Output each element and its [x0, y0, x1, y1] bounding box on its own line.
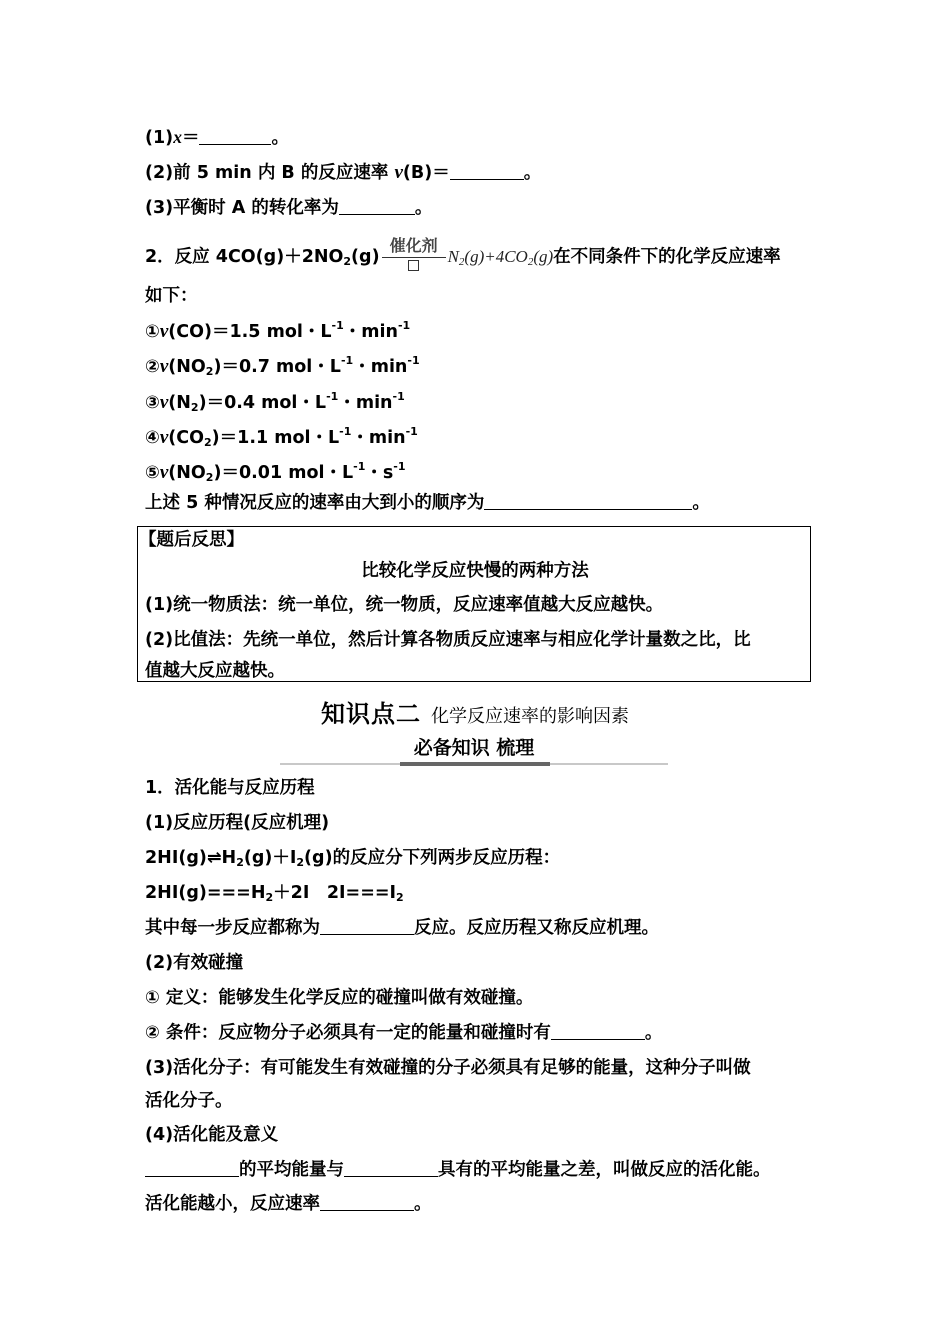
q1-part2-label: (2)前 5 min 内 B 的反应速率	[145, 163, 395, 183]
rate-species-sub: 2	[203, 436, 212, 449]
q2-intro-line2: 如下：	[145, 286, 198, 306]
q1-part2-species: (B)＝	[402, 163, 450, 183]
equilibrium-arrow-icon: ⇌	[206, 848, 222, 868]
rate-species-sub: 2	[190, 401, 199, 414]
q2-intro	[145, 238, 781, 274]
answer-blank-reactant[interactable]	[344, 1158, 438, 1177]
rate-species: (CO)	[168, 322, 212, 342]
q1-part3-label: (3)平衡时 A 的转化率为	[145, 198, 339, 218]
rate-exp1: -1	[331, 319, 344, 332]
answer-blank-rate[interactable]	[320, 1192, 414, 1211]
q1-part1-end: 。	[271, 128, 289, 148]
rate-symbol: v	[159, 392, 169, 413]
rate-species-end: )	[213, 463, 222, 483]
answer-blank-elementary[interactable]	[320, 916, 414, 935]
rate-exp1: -1	[340, 354, 354, 367]
reflection-header: 【题后反思】	[139, 530, 244, 550]
q2-order-text: 上述 5 种情况反应的速率由大到小的顺序为	[145, 493, 485, 513]
eq1-i-sub: 2	[296, 856, 305, 869]
q1-eq: ＝	[181, 128, 200, 148]
subsection-banner	[280, 733, 668, 765]
q1-part1-label: (1)	[145, 128, 174, 148]
rate-species-sub: 2	[205, 365, 214, 378]
section-topic: 化学反应速率的影响因素	[431, 706, 629, 727]
q1-part2	[145, 161, 541, 185]
banner-bar	[400, 762, 550, 766]
eq1-h-sub: 2	[236, 856, 244, 869]
reflection-item2-line2: 值越大反应越快。	[145, 661, 285, 681]
rate-item	[145, 314, 410, 349]
rate-species: (CO	[168, 428, 204, 448]
ea-mid: 的平均能量与	[239, 1160, 344, 1180]
rate-exp2: -1	[392, 390, 405, 403]
rate-symbol: v	[159, 321, 169, 342]
rate-symbol: v	[159, 356, 169, 377]
eq1-i: (g)＋I	[243, 848, 297, 868]
q1-part1	[145, 125, 289, 150]
equation-products	[448, 247, 554, 266]
q1-var-x: x	[173, 127, 182, 147]
rate-value: ＝0.7 mol・L	[221, 357, 341, 377]
rate-species-end: )	[211, 428, 220, 448]
heading-activation-energy: 1．活化能与反应历程	[145, 778, 315, 798]
rate-symbol: v	[159, 427, 169, 448]
condition-pre: ② 条件：反应物分子必须具有一定的能量和碰撞时有	[145, 1023, 551, 1043]
elementary-pre: 其中每一步反应都称为	[145, 918, 320, 938]
rate-unit2: ・min	[351, 428, 406, 448]
heading-effective-collision: (2)有效碰撞	[145, 953, 244, 973]
activation-energy-definition	[145, 1158, 771, 1182]
answer-blank-order[interactable]	[484, 491, 692, 510]
catalyst-rule	[382, 257, 446, 258]
answer-blank-vb[interactable]	[450, 161, 524, 180]
answer-blank-activated[interactable]	[145, 1158, 239, 1177]
ea-post: 具有的平均能量之差，叫做反应的活化能。	[438, 1160, 771, 1180]
q2-intro-sub: 2	[343, 255, 352, 268]
catalyst-arrow	[382, 238, 446, 272]
answer-blank-orientation[interactable]	[551, 1021, 645, 1040]
eq-co2-sub: 2	[527, 256, 534, 268]
activated-molecule-line1: (3)活化分子：有可能发生有效碰撞的分子必须具有足够的能量，这种分子叫做	[145, 1058, 751, 1078]
eq-n-sub: 2	[458, 256, 465, 268]
rate-species-sub: 2	[205, 471, 214, 484]
catalyst-label: 催化剂	[389, 236, 438, 255]
rate-unit2: ・s	[365, 463, 394, 483]
elementary-post: 反应。反应历程又称反应机理。	[414, 918, 659, 938]
collision-condition	[145, 1021, 662, 1045]
elementary-step-line	[145, 916, 659, 940]
eq2-step2: ＋2I 2I===I	[273, 883, 397, 903]
placeholder-box-icon	[408, 260, 419, 271]
ea2-end: 。	[414, 1194, 432, 1214]
eq2-step1: 2HI(g)===H	[145, 883, 266, 903]
eq-g2: (g)	[533, 247, 554, 266]
section-heading	[0, 694, 950, 729]
eq2-step1-sub: 2	[265, 891, 274, 904]
eq1-tail: (g)的反应分下列两步反应历程：	[304, 848, 561, 868]
eq1-h: H	[221, 848, 237, 868]
rate-species-end: )	[213, 357, 222, 377]
equation-hi-steps	[145, 881, 404, 910]
rate-species-end: )	[198, 393, 207, 413]
rate-value: ＝0.4 mol・L	[206, 393, 327, 413]
rate-exp2: -1	[397, 319, 411, 332]
rate-item	[145, 420, 418, 455]
rate-exp1: -1	[326, 390, 339, 403]
rate-symbol: v	[394, 162, 403, 183]
heading-activation-meaning: (4)活化能及意义	[145, 1125, 279, 1145]
rate-item	[145, 455, 406, 490]
rate-mark: ④	[145, 428, 160, 448]
reflection-item1: (1)统一物质法：统一单位，统一物质，反应速率值越大反应越快。	[145, 595, 664, 615]
rate-exp2: -1	[405, 425, 418, 438]
q2-intro-text: 2．反应 4CO(g)＋2NO	[145, 247, 344, 267]
rate-species: (NO	[168, 357, 206, 377]
activation-energy-rate	[145, 1192, 432, 1216]
reflection-item2-line1: (2)比值法：先统一单位，然后计算各物质反应速率与相应化学计量数之比，比	[145, 630, 751, 650]
banner-text: 必备知识 梳理	[413, 737, 535, 759]
q2-intro-state: (g)	[351, 247, 380, 267]
rate-exp2: -1	[407, 354, 420, 367]
q2-order	[145, 491, 710, 515]
equation-hi-overall	[145, 846, 560, 875]
rate-exp1: -1	[339, 425, 352, 438]
rate-value: ＝1.1 mol・L	[219, 428, 340, 448]
rate-unit2: ・min	[338, 393, 393, 413]
q2-order-end: 。	[692, 493, 710, 513]
q1-part3-end: 。	[414, 198, 433, 218]
rate-value: ＝1.5 mol・L	[211, 322, 332, 342]
rate-mark: ①	[145, 322, 160, 342]
condition-end: 。	[644, 1023, 663, 1043]
rate-exp2: -1	[393, 460, 406, 473]
section-number: 知识点二	[321, 700, 421, 728]
activated-molecule-line2: 活化分子。	[145, 1091, 233, 1111]
rate-item	[145, 349, 420, 384]
rate-unit2: ・min	[353, 357, 408, 377]
heading-reaction-mechanism: (1)反应历程(反应机理)	[145, 813, 330, 833]
answer-blank-x[interactable]	[199, 126, 271, 145]
eq2-step2-sub: 2	[396, 891, 404, 904]
q2-intro-tail: 在不同条件下的化学反应速率	[553, 247, 781, 267]
eq-g1: (g)+4CO	[464, 247, 528, 266]
rate-mark: ③	[145, 393, 160, 413]
q1-part2-end: 。	[523, 163, 542, 183]
rate-item	[145, 385, 405, 420]
rate-species: (N	[168, 393, 191, 413]
answer-blank-conversion[interactable]	[339, 196, 415, 215]
reflection-title: 比较化学反应快慢的两种方法	[361, 561, 589, 581]
rate-unit2: ・min	[343, 322, 398, 342]
rate-species: (NO	[168, 463, 206, 483]
rate-symbol: v	[159, 462, 169, 483]
collision-definition: ① 定义：能够发生化学反应的碰撞叫做有效碰撞。	[145, 988, 534, 1008]
q1-part3	[145, 196, 432, 220]
rate-exp1: -1	[353, 460, 366, 473]
rate-mark: ⑤	[145, 463, 160, 483]
rate-value: ＝0.01 mol・L	[221, 463, 354, 483]
rate-mark: ②	[145, 357, 160, 377]
eq1-reactant: 2HI(g)	[145, 848, 207, 868]
ea2-pre: 活化能越小，反应速率	[145, 1194, 320, 1214]
eq-n: N	[447, 247, 459, 266]
